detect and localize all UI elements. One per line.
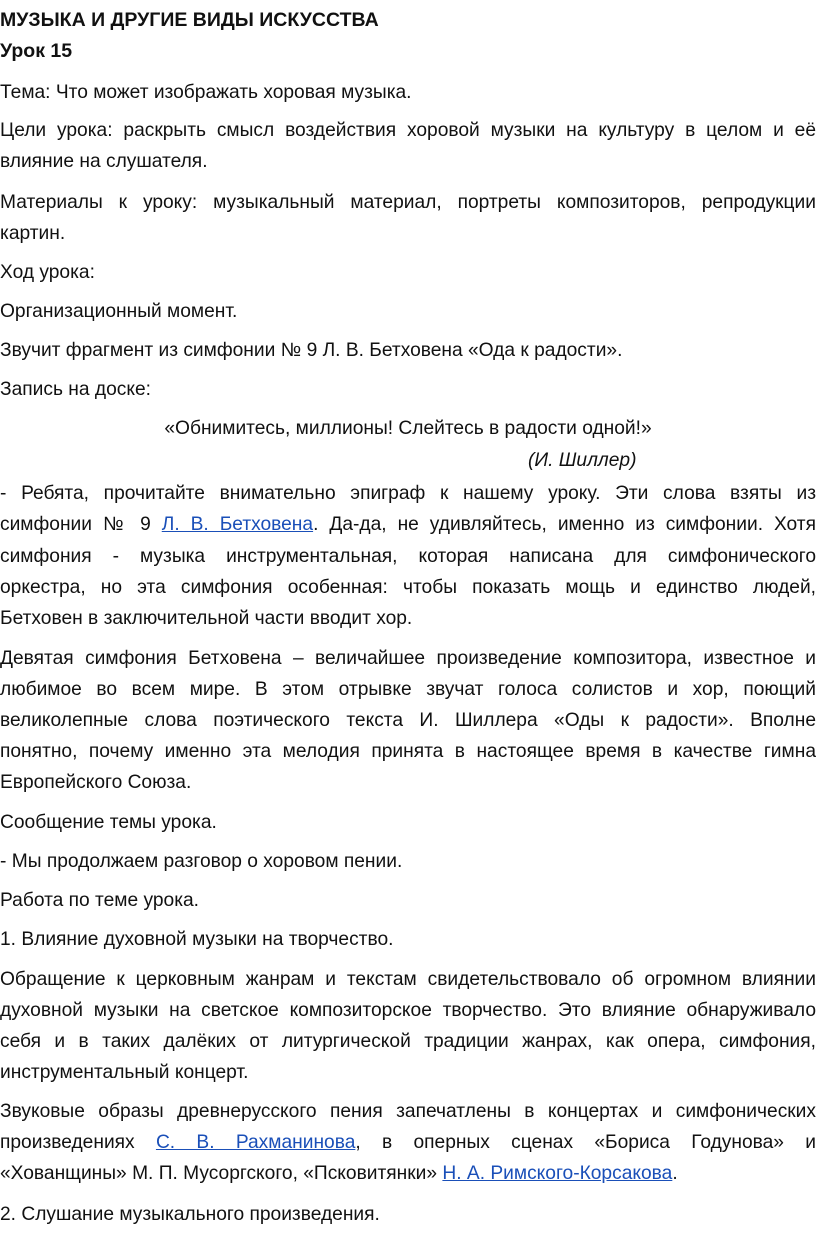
paragraph-4-text: «Хованщины» М. П. Мусоргского, «Псковитянки» bbox=[0, 1163, 443, 1184]
paragraph-1-line-5: Бетховен в заключительной части вводит хор. bbox=[0, 608, 413, 629]
board-note: Запись на доске: bbox=[0, 379, 151, 400]
paragraph-3-line-2: духовной музыки на светское композиторское творчество. Это влияние обнаруживало bbox=[0, 1000, 816, 1021]
paragraph-4-text: произведениях bbox=[0, 1132, 135, 1153]
organizational-moment: Организационный момент. bbox=[0, 301, 238, 322]
paragraph-2-line-5: Европейского Союза. bbox=[0, 772, 192, 793]
work-on-topic: Работа по теме урока. bbox=[0, 890, 200, 911]
paragraph-1-line-2 bbox=[0, 514, 816, 536]
paragraph-2-line-2: любимое во всем мире. В этом отрывке звучат голоса солистов и хор, поющий bbox=[0, 679, 816, 700]
paragraph-2-line-3: великолепные слова поэтического текста И. Шиллера «Оды к радости». Вполне bbox=[0, 710, 816, 731]
paragraph-4-line-1: Звуковые образы древнерусского пения запечатлены в концертах и симфонических bbox=[0, 1101, 816, 1122]
paragraph-1-text: симфонии № 9 bbox=[0, 514, 162, 535]
lesson-goals-line-2: влияние на слушателя. bbox=[0, 151, 208, 172]
paragraph-1-text: . Да-да, не удивляйтесь, именно из симфонии. Хотя bbox=[313, 514, 816, 535]
continue-note: - Мы продолжаем разговор о хоровом пении. bbox=[0, 851, 403, 872]
paragraph-4-line-2 bbox=[0, 1132, 816, 1154]
lesson-materials-line-2: картин. bbox=[0, 223, 66, 244]
topic-message: Сообщение темы урока. bbox=[0, 812, 217, 833]
lesson-materials-line-1: Материалы к уроку: музыкальный материал, портреты композиторов, репродукции bbox=[0, 192, 816, 213]
epigraph-quote: «Обнимитесь, миллионы! Слейтесь в радости одной!» bbox=[164, 418, 652, 439]
paragraph-2-line-4: понятно, почему именно эта мелодия принята в настоящее время в качестве гимна bbox=[0, 741, 816, 762]
lesson-number: Урок 15 bbox=[0, 40, 73, 62]
lesson-goals-line-1: Цели урока: раскрыть смысл воздействия хоровой музыки на культуру в целом и её bbox=[0, 120, 816, 141]
rachmaninoff-link[interactable]: С. В. Рахманинова bbox=[155, 1132, 356, 1153]
lesson-topic: Тема: Что может изображать хоровая музыка. bbox=[0, 82, 412, 103]
paragraph-4-text: . bbox=[672, 1163, 678, 1184]
paragraph-4-text: , в оперных сценах «Бориса Годунова» и bbox=[355, 1132, 816, 1153]
paragraph-4-line-3 bbox=[0, 1163, 678, 1185]
paragraph-3-line-3: себя и в таких далёких от литургической традиции жанрах, как опера, симфония, bbox=[0, 1031, 816, 1052]
beethoven-link[interactable]: Л. В. Бетховена bbox=[161, 514, 314, 535]
paragraph-3-line-1: Обращение к церковным жанрам и текстам свидетельствовало об огромном влиянии bbox=[0, 969, 816, 990]
music-fragment-note: Звучит фрагмент из симфонии № 9 Л. В. Бетховена «Ода к радости». bbox=[0, 340, 623, 361]
rimsky-korsakov-link[interactable]: Н. А. Римского-Корсакова bbox=[442, 1163, 673, 1184]
document-title: МУЗЫКА И ДРУГИЕ ВИДЫ ИСКУССТВА bbox=[0, 9, 379, 31]
lesson-course: Ход урока: bbox=[0, 262, 95, 283]
paragraph-3-line-4: инструментальный концерт. bbox=[0, 1062, 249, 1083]
list-item-2: 2. Слушание музыкального произведения. bbox=[0, 1204, 380, 1225]
paragraph-1-line-1: - Ребята, прочитайте внимательно эпиграф к нашему уроку. Эти слова взяты из bbox=[0, 483, 816, 504]
paragraph-1-line-4: оркестра, но эта симфония особенная: чтобы показать мощь и единство людей, bbox=[0, 577, 816, 598]
paragraph-1-line-3: симфония - музыка инструментальная, которая написана для симфонического bbox=[0, 546, 816, 567]
paragraph-2-line-1: Девятая симфония Бетховена – величайшее произведение композитора, известное и bbox=[0, 648, 816, 669]
list-item-1: 1. Влияние духовной музыки на творчество. bbox=[0, 929, 394, 950]
epigraph-author: (И. Шиллер) bbox=[528, 450, 637, 471]
